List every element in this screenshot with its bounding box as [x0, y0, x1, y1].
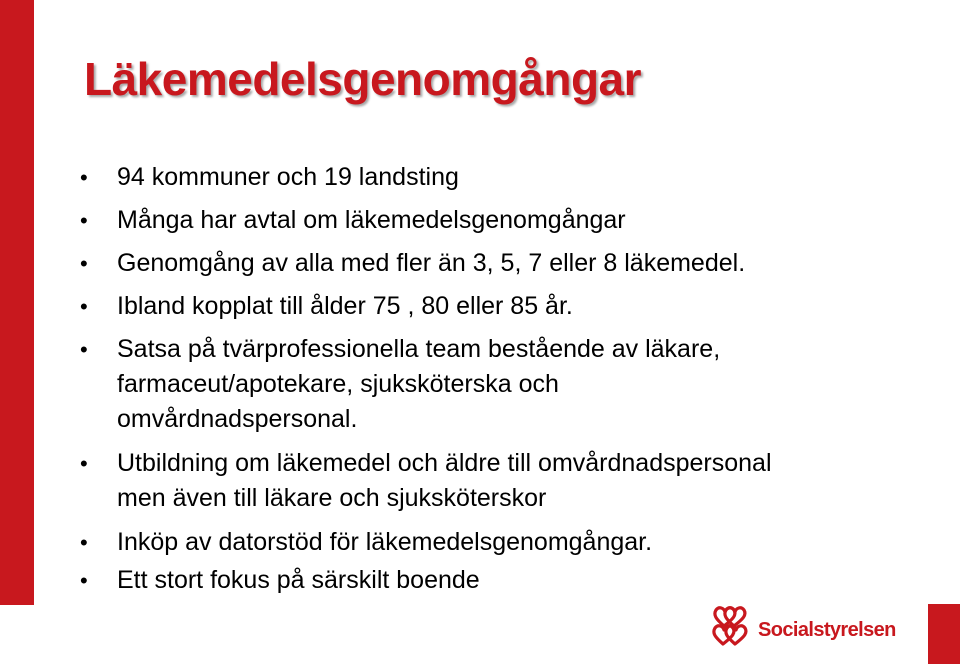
bullet-text-line: omvårdnadspersonal.: [117, 405, 358, 433]
bullet-dot: •: [80, 165, 88, 190]
corner-accent-bar: [928, 604, 960, 664]
bullet-text-line: Utbildning om läkemedel och äldre till omvårdnadspersonal: [117, 449, 772, 477]
bullet-item: [80, 160, 900, 195]
bullet-item: [80, 289, 900, 324]
bullet-dot: •: [80, 530, 88, 555]
bullet-dot: •: [80, 337, 88, 362]
bullet-dot: •: [80, 568, 88, 593]
bullet-text: Genomgång av alla med fler än 3, 5, 7 eller 8 läkemedel.: [117, 249, 746, 277]
bullet-text: Ibland kopplat till ålder 75 , 80 eller 85 år.: [117, 292, 573, 320]
left-accent-bar: [0, 0, 34, 605]
logo-wordmark: Socialstyrelsen: [758, 619, 896, 641]
bullet-item: [80, 446, 900, 516]
bullet-dot: •: [80, 451, 88, 476]
bullet-dot: •: [80, 208, 88, 233]
bullet-item: [80, 563, 900, 598]
bullet-text: Inköp av datorstöd för läkemedelsgenomgångar.: [117, 528, 653, 556]
bullet-text-line: farmaceut/apotekare, sjuksköterska och: [117, 370, 559, 398]
bullet-text-line: men även till läkare och sjuksköterskor: [117, 484, 547, 512]
bullet-text: Ett stort fokus på särskilt boende: [117, 566, 480, 594]
bullet-text-line: Satsa på tvärprofessionella team bestående av läkare,: [117, 335, 721, 363]
slide-title: Läkemedelsgenomgångar: [84, 53, 642, 105]
bullet-dot: •: [80, 251, 88, 276]
bullet-item: [80, 332, 900, 437]
bullet-text: 94 kommuner och 19 landsting: [117, 163, 459, 191]
socialstyrelsen-hearts-icon: [710, 604, 754, 646]
bullet-item: [80, 203, 900, 238]
bullet-dot: •: [80, 294, 88, 319]
bullet-item: [80, 246, 900, 281]
bullet-text: Många har avtal om läkemedelsgenomgångar: [117, 206, 626, 234]
bullet-list: [80, 160, 900, 598]
bullet-item: [80, 525, 900, 560]
socialstyrelsen-logo: [710, 604, 900, 648]
